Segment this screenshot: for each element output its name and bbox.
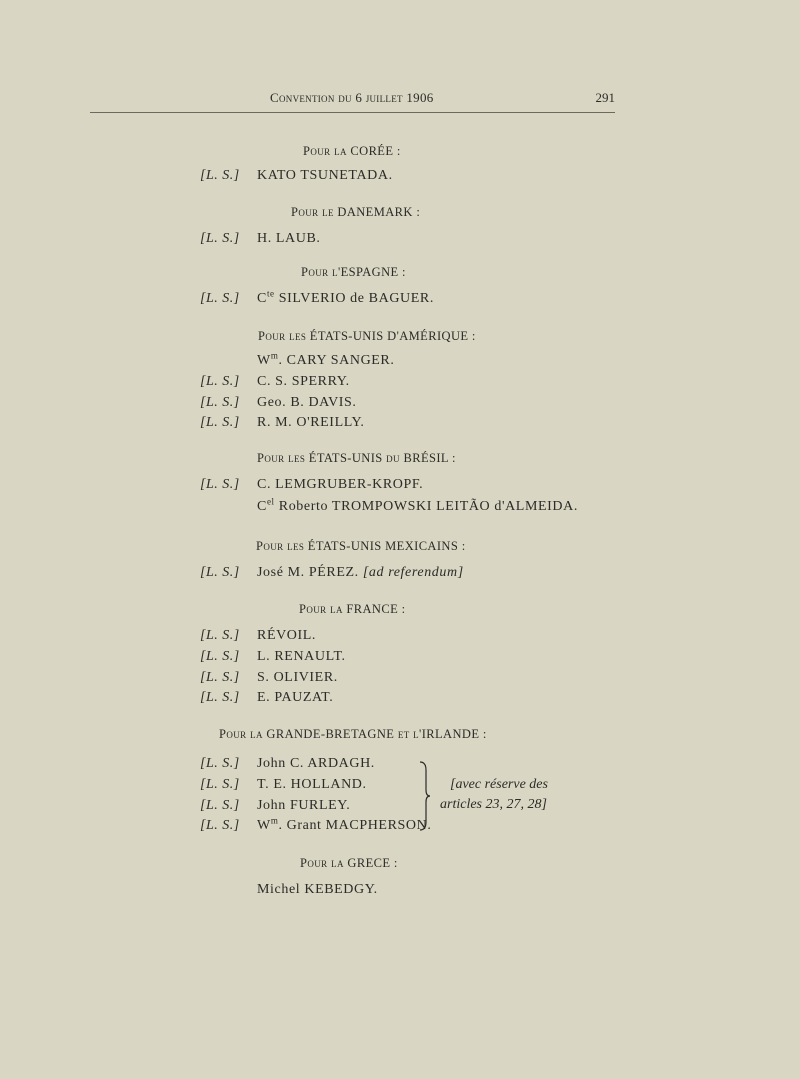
signatory-name: $W^m$. CARY SANGER. (257, 350, 395, 368)
signatory-name: R. M. O'REILLY. (257, 415, 365, 430)
seal-mark: [L. S.] (200, 818, 240, 833)
signatory-name: Michel KEBEDGY. (257, 882, 378, 897)
running-head-title: Convention du 6 juillet 1906 (270, 90, 434, 105)
seal-mark: [L. S.] (200, 690, 240, 705)
reservation-note: [ad referendum] (362, 565, 464, 580)
page-number: 291 (595, 90, 615, 105)
section-heading-espagne: Pour l'ESPAGNE : (301, 265, 406, 279)
right-brace (418, 760, 432, 832)
section-heading-mexique: Pour les ÉTATS-UNIS MEXICAINS : (256, 539, 466, 553)
section-heading-danemark: Pour le DANEMARK : (291, 205, 421, 219)
seal-mark: [L. S.] (200, 756, 240, 771)
signatory-name: E. PAUZAT. (257, 690, 334, 705)
reservation-note-line2: articles 23, 27, 28] (440, 797, 547, 812)
seal-mark: [L. S.] (200, 374, 240, 389)
signatory-name: John C. ARDAGH. (257, 756, 375, 771)
reservation-note-line1: [avec réserve des (450, 777, 548, 792)
section-heading-grece: Pour la GRECE : (300, 856, 398, 870)
signatory-name: Geo. B. DAVIS. (257, 395, 357, 410)
header-rule (90, 112, 615, 113)
seal-mark: [L. S.] (200, 628, 240, 643)
signatory-name: T. E. HOLLAND. (257, 777, 367, 792)
signatory-name: $C^{el}$ Roberto TROMPOWSKI LEITÃO d'ALMEIDA. (257, 496, 578, 514)
seal-mark: [L. S.] (200, 415, 240, 430)
section-heading-bresil: Pour les ÉTATS-UNIS du BRÉSIL : (257, 451, 456, 465)
signatory-name: KATO TSUNETADA. (257, 168, 393, 183)
signatory-name: S. OLIVIER. (257, 670, 338, 685)
seal-mark: [L. S.] (200, 670, 240, 685)
title-prefix-sup: te (266, 288, 275, 299)
section-heading-gb: Pour la GRANDE-BRETAGNE et l'IRLANDE : (219, 727, 487, 741)
seal-mark: [L. S.] (200, 565, 240, 580)
seal-mark: [L. S.] (200, 168, 240, 183)
signatory-name: RÉVOIL. (257, 628, 317, 643)
title-prefix: C (257, 291, 267, 306)
seal-mark: [L. S.] (200, 231, 240, 246)
section-heading-france: Pour la FRANCE : (299, 602, 406, 616)
seal-mark: [L. S.] (200, 291, 240, 306)
seal-mark: [L. S.] (200, 777, 240, 792)
signatory-name: $W^m$. Grant MACPHERSON. (257, 815, 432, 833)
signatory-name: $C^{te}$ SILVERIO de BAGUER. (257, 288, 434, 306)
signatory-name: H. LAUB. (257, 231, 321, 246)
seal-mark: [L. S.] (200, 798, 240, 813)
signatory-name: C. S. SPERRY. (257, 374, 350, 389)
signatory-name: José M. PÉREZ. [ad referendum] (257, 565, 464, 580)
seal-mark: [L. S.] (200, 649, 240, 664)
seal-mark: [L. S.] (200, 395, 240, 410)
section-heading-usa: Pour les ÉTATS-UNIS D'AMÉRIQUE : (258, 329, 476, 343)
section-heading-coree: Pour la CORÉE : (303, 144, 401, 158)
signatory-name: John FURLEY. (257, 798, 351, 813)
running-head (90, 90, 615, 110)
seal-mark: [L. S.] (200, 477, 240, 492)
signatory-name: C. LEMGRUBER-KROPF. (257, 477, 424, 492)
signatory-name: L. RENAULT. (257, 649, 346, 664)
